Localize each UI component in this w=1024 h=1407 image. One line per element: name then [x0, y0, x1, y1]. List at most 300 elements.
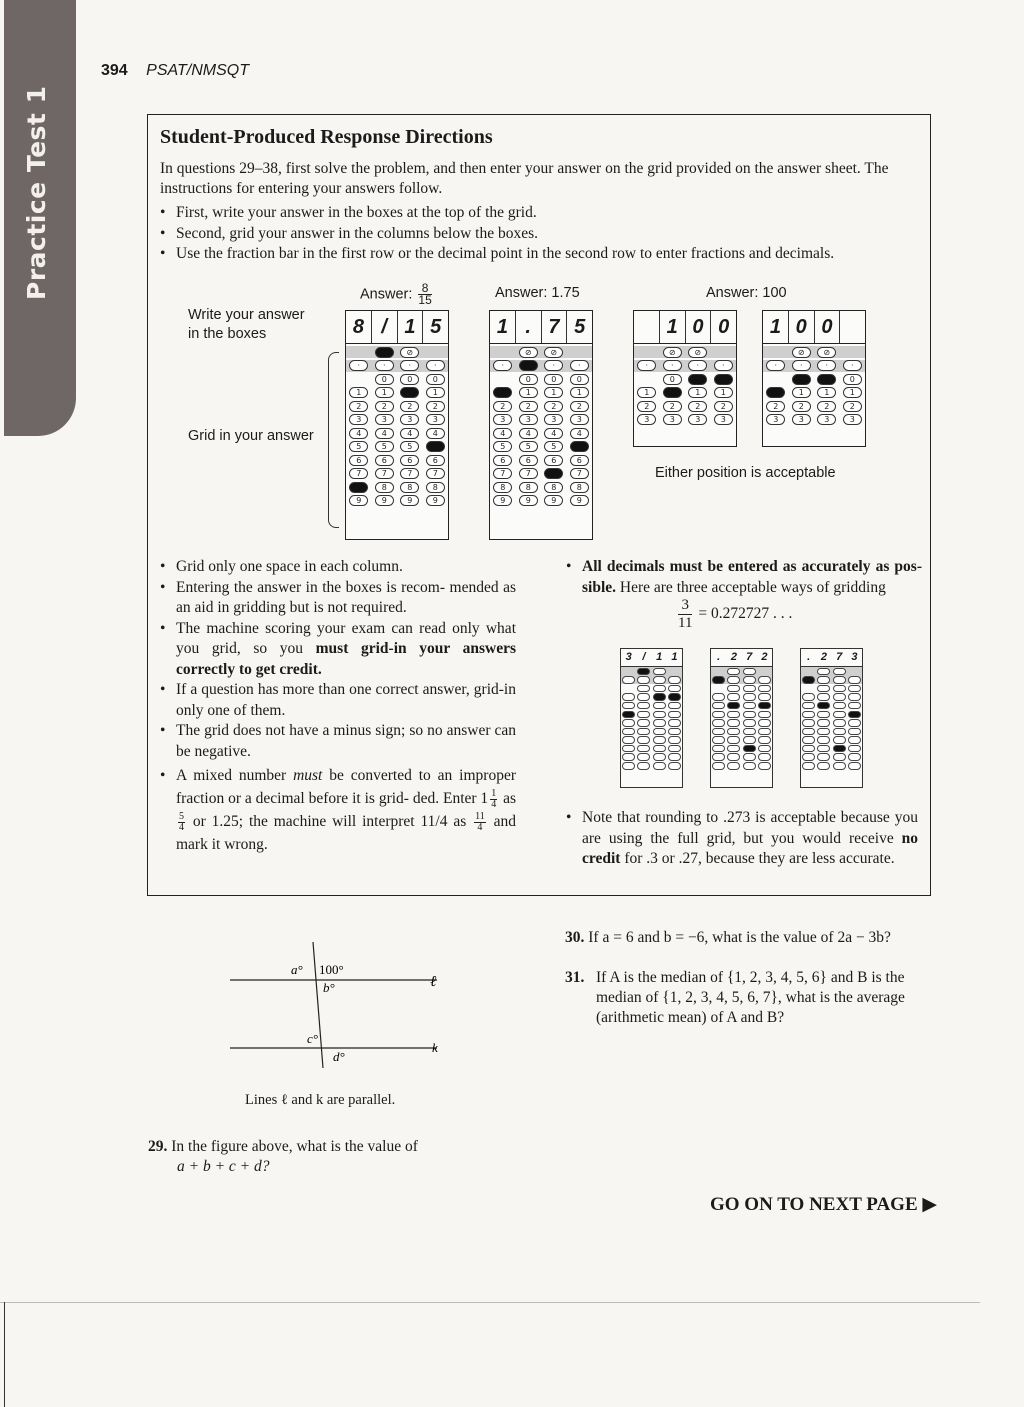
answer-bubble[interactable]: 6	[519, 455, 538, 466]
answer-bubble[interactable]: 1	[714, 387, 733, 398]
answer-bubble[interactable]: 1	[375, 387, 394, 398]
answer-bubble[interactable]: 3	[663, 414, 682, 425]
answer-bubble[interactable]: 0	[843, 374, 862, 385]
answer-bubble[interactable]: 2	[843, 401, 862, 412]
mini-answer-bubble[interactable]	[817, 702, 830, 710]
mini-answer-bubble[interactable]	[817, 685, 830, 693]
mini-answer-bubble[interactable]	[833, 685, 846, 693]
answer-bubble[interactable]: 4	[426, 428, 445, 439]
grid-entry-box: /	[372, 311, 398, 343]
answer-bubble[interactable]: 8	[570, 482, 589, 493]
answer-bubble[interactable]: 5	[400, 441, 419, 452]
answer-bubble[interactable]: 9	[493, 495, 512, 506]
answer-bubble[interactable]: 3	[493, 414, 512, 425]
mini-answer-bubble[interactable]	[712, 693, 725, 701]
answer-bubble[interactable]: 9	[375, 495, 394, 506]
mini-answer-bubble[interactable]	[848, 676, 861, 684]
answer-bubble[interactable]: 1	[766, 387, 785, 398]
mini-answer-bubble[interactable]	[622, 719, 635, 727]
bubble-row	[490, 400, 592, 412]
answer-bubble[interactable]: 0	[519, 374, 538, 385]
mini-answer-bubble[interactable]	[653, 736, 666, 744]
answer-bubble[interactable]: ·	[400, 360, 419, 371]
answer-bubble[interactable]: 2	[349, 401, 368, 412]
mini-answer-bubble[interactable]	[622, 711, 635, 719]
mini-answer-bubble[interactable]	[817, 711, 830, 719]
mini-answer-bubble[interactable]	[817, 693, 830, 701]
mini-answer-bubble[interactable]	[848, 693, 861, 701]
answer-bubble[interactable]: 6	[570, 455, 589, 466]
answer-bubble[interactable]: 4	[544, 428, 563, 439]
mini-answer-bubble[interactable]	[817, 753, 830, 761]
answer-bubble[interactable]: 6	[544, 455, 563, 466]
mini-answer-bubble[interactable]	[743, 668, 756, 676]
mini-answer-bubble[interactable]	[668, 745, 681, 753]
answer-bubble[interactable]: 6	[400, 455, 419, 466]
answer-bubble[interactable]: 7	[570, 468, 589, 479]
answer-bubble[interactable]: 6	[426, 455, 445, 466]
mini-answer-bubble[interactable]	[637, 728, 650, 736]
mini-answer-bubble[interactable]	[802, 693, 815, 701]
mini-bubble-row	[621, 667, 682, 676]
answer-bubble[interactable]: 1	[637, 387, 656, 398]
answer-bubble[interactable]: 7	[400, 468, 419, 479]
answer-bubble[interactable]: 2	[544, 401, 563, 412]
answer-bubble[interactable]: 9	[426, 495, 445, 506]
mini-answer-bubble[interactable]	[743, 685, 756, 693]
mini-answer-bubble[interactable]	[712, 753, 725, 761]
mini-answer-bubble[interactable]	[758, 676, 771, 684]
answer-bubble[interactable]: 3	[519, 414, 538, 425]
mini-answer-bubble[interactable]	[833, 676, 846, 684]
answer-bubble[interactable]: 4	[493, 428, 512, 439]
answer-bubble[interactable]: 1	[792, 387, 811, 398]
mini-answer-bubble[interactable]	[712, 711, 725, 719]
mini-answer-bubble[interactable]	[848, 702, 861, 710]
answer-bubble[interactable]: 1	[570, 387, 589, 398]
mini-answer-bubble[interactable]	[817, 736, 830, 744]
mini-answer-bubble[interactable]	[743, 762, 756, 770]
mini-answer-bubble[interactable]	[743, 693, 756, 701]
mini-answer-bubble[interactable]	[637, 668, 650, 676]
mini-answer-bubble[interactable]	[653, 745, 666, 753]
answer-bubble[interactable]: 0	[400, 374, 419, 385]
mini-answer-bubble[interactable]	[833, 736, 846, 744]
answer-bubble[interactable]: 0	[375, 374, 394, 385]
mini-answer-bubble[interactable]	[833, 711, 846, 719]
answer-bubble[interactable]: 1	[843, 387, 862, 398]
decimals-note-text: Here are three acceptable ways of gridding	[616, 578, 886, 596]
mini-answer-bubble[interactable]	[637, 685, 650, 693]
answer-bubble[interactable]: ⊘	[663, 347, 682, 358]
mini-answer-bubble[interactable]	[668, 711, 681, 719]
answer-bubble[interactable]: 3	[843, 414, 862, 425]
answer-bubble[interactable]: 0	[688, 374, 707, 385]
grid-entry-box: .	[516, 311, 542, 343]
mini-answer-bubble[interactable]	[758, 753, 771, 761]
answer-bubble[interactable]: 8	[375, 482, 394, 493]
bubble-row	[490, 441, 592, 453]
mini-answer-bubble[interactable]	[712, 762, 725, 770]
mini-answer-bubble[interactable]	[802, 736, 815, 744]
answer-grid-100-left	[762, 310, 866, 447]
mini-bubble-row	[801, 736, 862, 745]
answer-bubble[interactable]: 4	[400, 428, 419, 439]
mini-answer-bubble[interactable]	[727, 693, 740, 701]
mini-answer-bubble[interactable]	[833, 702, 846, 710]
answer-bubble[interactable]: 9	[519, 495, 538, 506]
mini-answer-bubble[interactable]	[712, 676, 725, 684]
mini-answer-bubble[interactable]	[833, 762, 846, 770]
mini-answer-bubble[interactable]	[743, 719, 756, 727]
answer-bubble[interactable]: ⊘	[817, 347, 836, 358]
grid-entry-boxes	[490, 311, 592, 344]
fraction-value: = 0.272727 . . .	[698, 605, 793, 623]
mini-answer-bubble[interactable]	[668, 719, 681, 727]
mini-answer-bubble[interactable]	[727, 711, 740, 719]
answer-bubble[interactable]: ·	[817, 360, 836, 371]
mini-answer-bubble[interactable]	[653, 685, 666, 693]
answer-bubble[interactable]: 3	[817, 414, 836, 425]
answer-bubble[interactable]: ·	[426, 360, 445, 371]
mini-answer-bubble[interactable]	[622, 676, 635, 684]
answer-bubble[interactable]: 9	[349, 495, 368, 506]
mini-answer-bubble[interactable]	[653, 762, 666, 770]
mini-answer-bubble[interactable]	[653, 719, 666, 727]
answer-bubble[interactable]: 2	[688, 401, 707, 412]
mini-answer-bubble[interactable]	[637, 702, 650, 710]
mini-answer-bubble[interactable]	[758, 719, 771, 727]
answer-bubble[interactable]: 3	[714, 414, 733, 425]
mini-answer-bubble[interactable]	[848, 711, 861, 719]
answer-bubble[interactable]: 2	[400, 401, 419, 412]
question-31	[565, 968, 945, 1028]
answer-bubble[interactable]: 1	[426, 387, 445, 398]
answer-bubble[interactable]: 2	[714, 401, 733, 412]
mini-answer-bubble[interactable]	[727, 702, 740, 710]
mini-answer-bubble[interactable]	[622, 753, 635, 761]
mini-answer-bubble[interactable]	[758, 693, 771, 701]
mini-answer-bubble[interactable]	[622, 702, 635, 710]
mini-answer-bubble[interactable]	[833, 745, 846, 753]
answer-bubble[interactable]: 4	[349, 428, 368, 439]
grid-entry-box: 1	[490, 311, 516, 343]
mini-answer-bubble[interactable]	[802, 711, 815, 719]
mini-answer-bubble[interactable]	[743, 753, 756, 761]
answer-bubble[interactable]: 2	[817, 401, 836, 412]
mini-answer-bubble[interactable]	[668, 736, 681, 744]
mini-answer-bubble[interactable]	[622, 728, 635, 736]
mini-answer-bubble[interactable]	[848, 719, 861, 727]
answer-bubble[interactable]: 3	[349, 414, 368, 425]
answer-bubble[interactable]: 9	[400, 495, 419, 506]
answer-bubble[interactable]: 3	[570, 414, 589, 425]
answer-bubble[interactable]: ·	[843, 360, 862, 371]
mini-answer-bubble[interactable]	[622, 762, 635, 770]
mini-answer-bubble[interactable]	[833, 728, 846, 736]
mini-answer-bubble[interactable]	[637, 711, 650, 719]
mini-answer-bubble[interactable]	[637, 719, 650, 727]
answer-bubble[interactable]: 0	[714, 374, 733, 385]
mini-answer-bubble[interactable]	[817, 745, 830, 753]
mini-grid-box: 2	[761, 651, 768, 663]
answer-bubble[interactable]: 3	[426, 414, 445, 425]
answer-bubble[interactable]: 5	[426, 441, 445, 452]
mini-bubble-row	[801, 710, 862, 719]
grid-entry-boxes	[346, 311, 448, 344]
mini-answer-bubble[interactable]	[802, 762, 815, 770]
mini-answer-bubble[interactable]	[727, 762, 740, 770]
mini-answer-bubble[interactable]	[802, 753, 815, 761]
mini-answer-bubble[interactable]	[637, 693, 650, 701]
mini-answer-bubble[interactable]	[743, 711, 756, 719]
mini-answer-bubble[interactable]	[622, 736, 635, 744]
answer-bubble[interactable]: 2	[426, 401, 445, 412]
mini-answer-bubble[interactable]	[668, 676, 681, 684]
mini-answer-bubble[interactable]	[848, 685, 861, 693]
mini-answer-bubble[interactable]	[833, 719, 846, 727]
mini-answer-bubble[interactable]	[758, 702, 771, 710]
answer-bubble[interactable]: ·	[714, 360, 733, 371]
answer-bubble[interactable]: 0	[817, 374, 836, 385]
answer-bubble[interactable]: 7	[375, 468, 394, 479]
mini-answer-bubble[interactable]	[712, 745, 725, 753]
mini-answer-bubble[interactable]	[758, 762, 771, 770]
answer-bubble[interactable]: 8	[493, 482, 512, 493]
mini-answer-bubble[interactable]	[848, 745, 861, 753]
answer-bubble[interactable]: 3	[792, 414, 811, 425]
answer-bubble[interactable]: 2	[766, 401, 785, 412]
answer-bubble[interactable]: ·	[349, 360, 368, 371]
mini-answer-bubble[interactable]	[653, 668, 666, 676]
mini-answer-bubble[interactable]	[743, 702, 756, 710]
bubble-row	[763, 387, 865, 399]
answer-bubble[interactable]: 8	[519, 482, 538, 493]
mini-answer-bubble[interactable]	[712, 736, 725, 744]
answer-bubble[interactable]: ⊘	[400, 347, 419, 358]
mini-answer-bubble[interactable]	[637, 676, 650, 684]
mini-answer-bubble[interactable]	[848, 753, 861, 761]
answer-bubble[interactable]: 3	[544, 414, 563, 425]
mini-answer-bubble[interactable]	[817, 728, 830, 736]
mini-answer-bubble[interactable]	[668, 685, 681, 693]
answer-bubble[interactable]: ·	[519, 360, 538, 371]
answer-bubble[interactable]: 1	[400, 387, 419, 398]
answer-bubble[interactable]: 0	[570, 374, 589, 385]
bubble-row	[634, 360, 736, 372]
answer-bubble[interactable]: 2	[570, 401, 589, 412]
answer-bubble[interactable]: 2	[792, 401, 811, 412]
mini-bubble-row	[621, 701, 682, 710]
answer-bubble[interactable]: 1	[544, 387, 563, 398]
mini-answer-bubble[interactable]	[848, 728, 861, 736]
angle-label-b: b°	[323, 980, 335, 995]
bubble-row	[763, 346, 865, 358]
answer-bubble[interactable]: ·	[792, 360, 811, 371]
grid-entry-box: 1	[398, 311, 424, 343]
mini-answer-bubble[interactable]	[802, 745, 815, 753]
answer-bubble[interactable]: 9	[570, 495, 589, 506]
answer-bubble[interactable]: ·	[544, 360, 563, 371]
mini-answer-bubble[interactable]	[653, 711, 666, 719]
answer-bubble[interactable]: 7	[349, 468, 368, 479]
answer-bubble[interactable]: 7	[544, 468, 563, 479]
mini-answer-bubble[interactable]	[817, 676, 830, 684]
answer-bubble[interactable]: 1	[688, 387, 707, 398]
mini-answer-bubble[interactable]	[653, 753, 666, 761]
mini-answer-bubble[interactable]	[653, 676, 666, 684]
answer-bubble[interactable]: 4	[570, 428, 589, 439]
mini-answer-bubble[interactable]	[758, 728, 771, 736]
answer-bubble[interactable]: ·	[375, 360, 394, 371]
answer-bubble[interactable]: 6	[349, 455, 368, 466]
answer-bubble[interactable]: 5	[375, 441, 394, 452]
answer-bubble[interactable]: 0	[792, 374, 811, 385]
mini-bubble-row	[711, 744, 772, 753]
mini-answer-bubble[interactable]	[802, 676, 815, 684]
mini-answer-bubble[interactable]	[668, 762, 681, 770]
answer-bubble[interactable]: 4	[519, 428, 538, 439]
mini-answer-bubble[interactable]	[637, 753, 650, 761]
answer-bubble[interactable]: 3	[637, 414, 656, 425]
mini-bubble-row	[801, 753, 862, 762]
mini-bubble-row	[711, 676, 772, 685]
mini-answer-bubble[interactable]	[653, 728, 666, 736]
answer-prefix: Answer:	[360, 286, 413, 303]
answer-bubble[interactable]: 1	[663, 387, 682, 398]
mini-answer-bubble[interactable]	[668, 753, 681, 761]
answer-bubble[interactable]: 2	[375, 401, 394, 412]
answer-bubble[interactable]: 0	[426, 374, 445, 385]
mini-answer-bubble[interactable]	[743, 736, 756, 744]
mini-answer-bubble[interactable]	[833, 668, 846, 676]
answer-bubble[interactable]: 6	[375, 455, 394, 466]
mini-answer-bubble[interactable]	[637, 745, 650, 753]
answer-bubble[interactable]: 2	[519, 401, 538, 412]
directions-bullet: • First, write your answer in the boxes at the top of the grid.	[160, 203, 834, 224]
answer-bubble[interactable]: 2	[493, 401, 512, 412]
answer-bubble[interactable]: ·	[570, 360, 589, 371]
mini-answer-bubble[interactable]	[637, 736, 650, 744]
mini-answer-bubble[interactable]	[743, 745, 756, 753]
mini-answer-bubble[interactable]	[848, 736, 861, 744]
mini-answer-bubble[interactable]	[622, 745, 635, 753]
mini-answer-bubble[interactable]	[802, 728, 815, 736]
answer-bubble[interactable]: 8	[400, 482, 419, 493]
answer-bubble[interactable]: ·	[637, 360, 656, 371]
mini-answer-bubble[interactable]	[848, 762, 861, 770]
answer-bubble[interactable]: ⊘	[519, 347, 538, 358]
mini-answer-bubble[interactable]	[712, 719, 725, 727]
fraction-numerator: 3	[678, 597, 692, 615]
answer-bubble[interactable]: 6	[493, 455, 512, 466]
mini-answer-bubble[interactable]	[727, 753, 740, 761]
mini-answer-bubble[interactable]	[758, 745, 771, 753]
mini-answer-bubble[interactable]	[712, 702, 725, 710]
answer-bubble[interactable]: 3	[400, 414, 419, 425]
answer-bubble[interactable]: ⊘	[544, 347, 563, 358]
mini-answer-bubble[interactable]	[727, 736, 740, 744]
answer-bubble[interactable]: 5	[519, 441, 538, 452]
answer-bubble[interactable]: 7	[493, 468, 512, 479]
mini-answer-bubble[interactable]	[817, 668, 830, 676]
mini-answer-bubble[interactable]	[758, 736, 771, 744]
answer-bubble[interactable]: 7	[426, 468, 445, 479]
mini-answer-bubble[interactable]	[833, 753, 846, 761]
mini-answer-bubble[interactable]	[727, 676, 740, 684]
mini-answer-bubble[interactable]	[817, 762, 830, 770]
mini-answer-bubble[interactable]	[817, 719, 830, 727]
answer-bubble[interactable]: 5	[544, 441, 563, 452]
answer-bubble[interactable]: 8	[544, 482, 563, 493]
answer-bubble[interactable]: 1	[817, 387, 836, 398]
mini-answer-bubble[interactable]	[668, 702, 681, 710]
mini-answer-bubble[interactable]	[727, 745, 740, 753]
mini-answer-bubble[interactable]	[727, 668, 740, 676]
answer-bubble[interactable]: ·	[688, 360, 707, 371]
answer-bubble[interactable]: ·	[766, 360, 785, 371]
left-rule	[4, 1302, 5, 1407]
answer-bubble[interactable]: 8	[349, 482, 368, 493]
answer-bubble[interactable]: 1	[349, 387, 368, 398]
mini-answer-bubble[interactable]	[743, 676, 756, 684]
answer-bubble[interactable]: ⊘	[375, 347, 394, 358]
bubble-row	[346, 400, 448, 412]
mini-answer-bubble[interactable]	[743, 728, 756, 736]
answer-bubble[interactable]: 5	[570, 441, 589, 452]
grid-entry-box: 8	[346, 311, 372, 343]
mini-answer-bubble[interactable]	[727, 728, 740, 736]
answer-bubble[interactable]: 3	[766, 414, 785, 425]
answer-bubble[interactable]: 3	[688, 414, 707, 425]
mini-answer-bubble[interactable]	[802, 719, 815, 727]
mini-answer-bubble[interactable]	[727, 719, 740, 727]
answer-bubble[interactable]: 2	[637, 401, 656, 412]
parallel-lines-figure	[225, 940, 455, 1080]
answer-bubble[interactable]: ·	[663, 360, 682, 371]
mini-answer-bubble[interactable]	[668, 693, 681, 701]
answer-bubble[interactable]: 4	[375, 428, 394, 439]
answer-bubble[interactable]: 8	[426, 482, 445, 493]
answer-bubble[interactable]: ⊘	[688, 347, 707, 358]
mini-answer-bubble[interactable]	[637, 762, 650, 770]
mini-answer-bubble[interactable]	[802, 702, 815, 710]
mini-answer-bubble[interactable]	[712, 728, 725, 736]
answer-label-integer: Answer: 100	[706, 285, 787, 301]
mini-answer-bubble[interactable]	[727, 685, 740, 693]
answer-bubble[interactable]: 1	[519, 387, 538, 398]
mini-answer-bubble[interactable]	[668, 728, 681, 736]
answer-bubble[interactable]: ·	[493, 360, 512, 371]
answer-bubble[interactable]: 1	[493, 387, 512, 398]
answer-bubble[interactable]: 5	[493, 441, 512, 452]
mini-answer-bubble[interactable]	[758, 711, 771, 719]
mini-answer-bubble[interactable]	[833, 693, 846, 701]
mini-answer-bubble[interactable]	[653, 702, 666, 710]
answer-bubble[interactable]: 7	[519, 468, 538, 479]
fraction-3-11	[678, 597, 692, 632]
answer-bubble[interactable]: 0	[663, 374, 682, 385]
answer-bubble[interactable]: 5	[349, 441, 368, 452]
answer-bubble[interactable]: 2	[663, 401, 682, 412]
answer-bubble[interactable]: 3	[375, 414, 394, 425]
answer-bubble[interactable]: 9	[544, 495, 563, 506]
mini-answer-bubble[interactable]	[758, 685, 771, 693]
mini-answer-bubble[interactable]	[653, 693, 666, 701]
answer-bubble[interactable]: 0	[544, 374, 563, 385]
answer-bubble[interactable]: ⊘	[792, 347, 811, 358]
mini-answer-bubble[interactable]	[622, 693, 635, 701]
